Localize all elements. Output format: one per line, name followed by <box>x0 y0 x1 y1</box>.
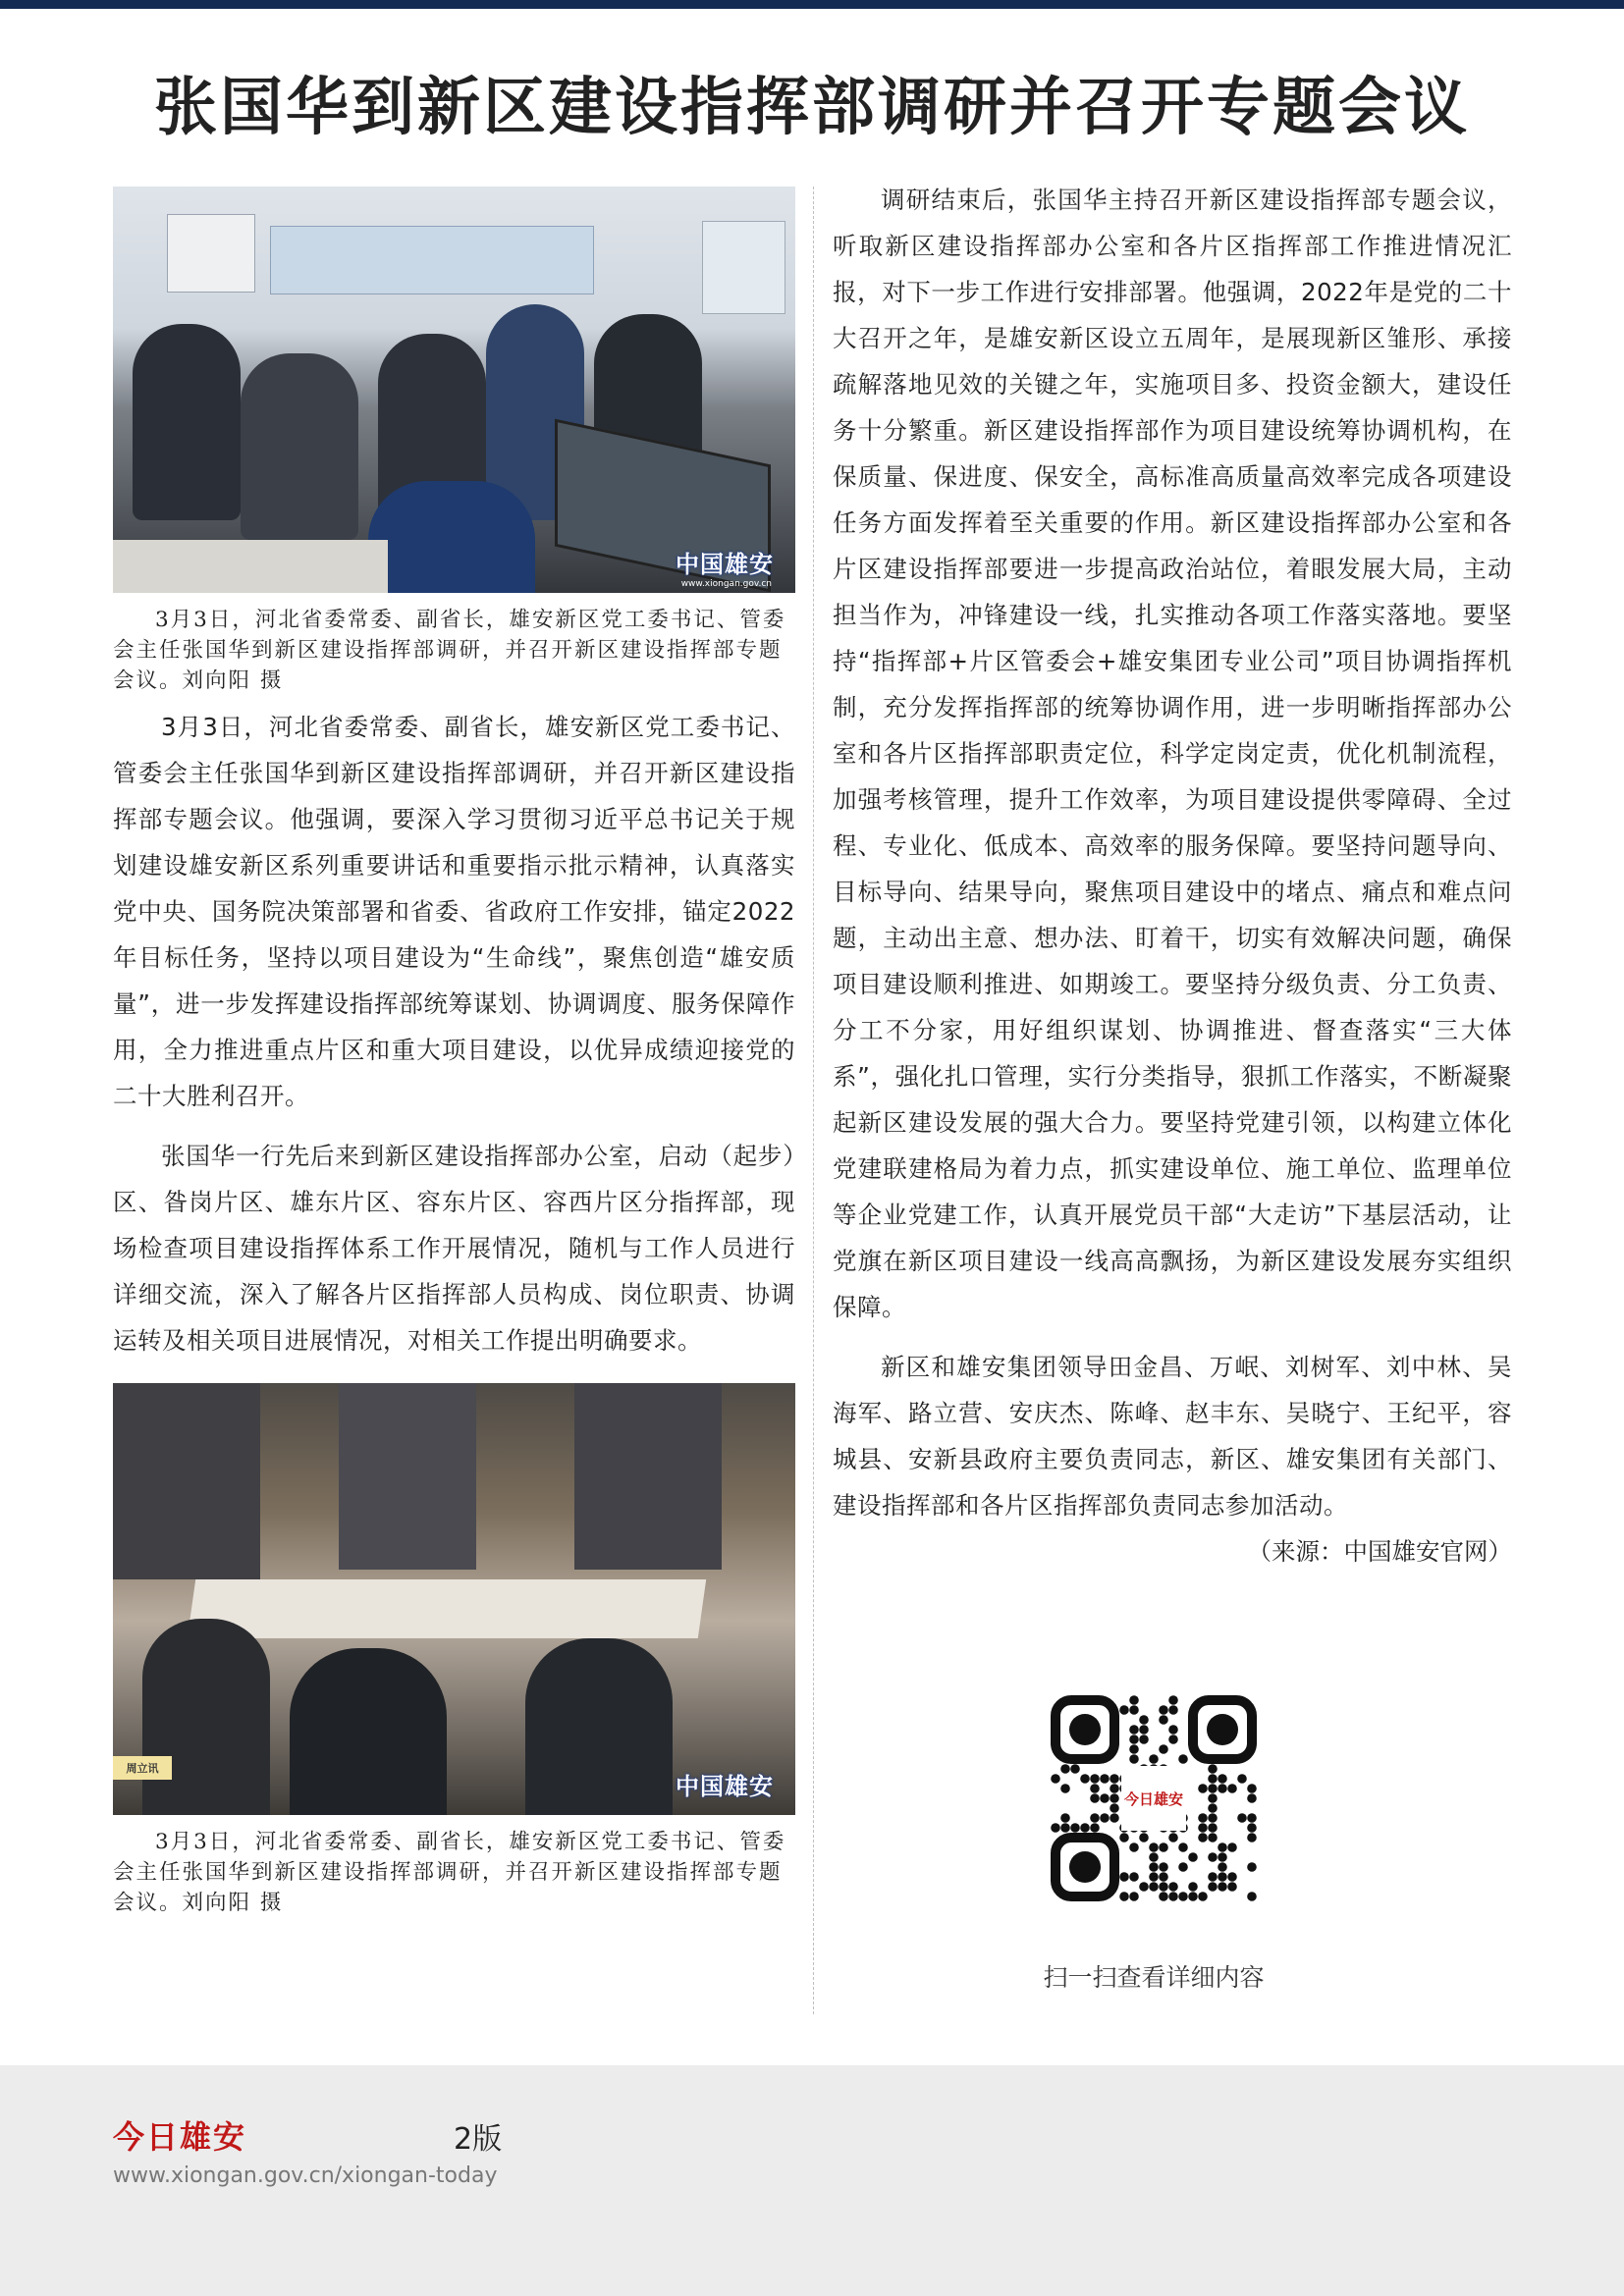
photo2-caption: 3月3日，河北省委常委、副省长，雄安新区党工委书记、管委会主任张国华到新区建设指挥部调研，并召开新区建设指挥部专题会议。刘向阳 摄 <box>113 1830 786 1915</box>
right-column <box>833 177 1512 1575</box>
footer-url-link[interactable]: www.xiongan.gov.cn/xiongan-today <box>113 2163 498 2188</box>
footer-logo: 今日雄安 <box>113 2118 247 2156</box>
qr-center-logo: 今日雄安 <box>1121 1766 1186 1831</box>
right-paragraph-1: 调研结束后，张国华主持召开新区建设指挥部专题会议，听取新区建设指挥部办公室和各片区指挥部工作推进情况汇报，对下一步工作进行安排部署。他强调，2022年是党的二十大召开之年，是雄安新区设立五周年，是展现新区雏形、承接疏解落地见效的关键之年，实施项目多、投资金额大，建设任务十分繁重。新区建设指挥部作为项目建设统筹协调机构，在保质量、保进度、保安全，高标准高质量高效率完成各项建设任务方面发挥着至关重要的作用。新区建设指挥部办公室和各片区建设指挥部要进一步提高政治站位，着眼发展大局，主动担当作为，冲锋建设一线，扎实推动各项工作落实落地。要坚持“指挥部+片区管委会+雄安集团专业公司”项目协调指挥机制，充分发挥指挥部的统筹协调作用，进一步明晰指挥部办公室和各片区指挥部职责定位，科学定岗定责，优化机制流程，加强考核管理，提升工作效率，为项目建设提供零障碍、全过程、专业化、低成本、高效率的服务保障。要坚持问题导向、目标导向、结果导向，聚焦项目建设中的堵点、痛点和难点问题，主动出主意、想办法、盯着干，切实有效解决问题，确保项目建设顺利推进、如期竣工。要坚持分级负责、分工负责、分工不分家，用好组织谋划、协调推进、督查落实“三大体系”，强化扎口管理，实行分类指导，狠抓工作落实，不断凝聚起新区建设发展的强大合力。要坚持党建引领，以构建立体化党建联建格局为着力点，抓实建设单位、施工单位、监理单位等企业党建工作，认真开展党员干部“大走访”下基层活动，让党旗在新区项目建设一线高高飘扬，为新区建设发展夯实组织保障。 <box>833 186 1512 1321</box>
photo1-caption: 3月3日，河北省委常委、副省长，雄安新区党工委书记、管委会主任张国华到新区建设指挥部调研，并召开新区建设指挥部专题会议。刘向阳 摄 <box>113 608 786 693</box>
right-paragraph-2: 新区和雄安集团领导田金昌、万岷、刘树军、刘中林、吴海军、路立营、安庆杰、陈峰、赵丰东、吴晓宁、王纪平，容城县、安新县政府主要负责同志，新区、雄安集团有关部门、建设指挥部和各片区指挥部负责同志参加活动。 <box>833 1353 1512 1520</box>
photo1-watermark: 中国雄安 <box>676 551 774 578</box>
article-source: （来源：中国雄安官网） <box>1247 1537 1512 1566</box>
left-paragraph-1: 3月3日，河北省委常委、副省长，雄安新区党工委书记、管委会主任张国华到新区建设指挥部调研，并召开新区建设指挥部专题会议。他强调，要深入学习贯彻习近平总书记关于规划建设雄安新区系列重要讲话和重要指示批示精神，认真落实党中央、国务院决策部署和省委、省政府工作安排，锚定2022年目标任务，坚持以项目建设为“生命线”，聚焦创造“雄安质量”，进一步发挥建设指挥部统筹谋划、协调调度、服务保障作用，全力推进重点片区和重大项目建设，以优异成绩迎接党的二十大胜利召开。 <box>113 713 795 1110</box>
photo-office-inspection <box>113 187 795 593</box>
photo1-watermark-url: www.xiongan.gov.cn <box>680 579 772 589</box>
footer <box>0 2065 1624 2296</box>
qr-caption: 扫一扫查看详细内容 <box>1043 1963 1265 1992</box>
photo2-watermark: 中国雄安 <box>676 1773 774 1800</box>
column-divider <box>813 187 814 2014</box>
photo-meeting-room <box>113 1383 795 1815</box>
qr-code[interactable] <box>1051 1695 1257 1901</box>
top-bar <box>0 0 1624 9</box>
left-paragraph-2: 张国华一行先后来到新区建设指挥部办公室，启动（起步）区、昝岗片区、雄东片区、容东片区、容西片区分指挥部，现场检查项目建设指挥体系工作开展情况，随机与工作人员进行详细交流，深入了解各片区指挥部人员构成、岗位职责、协调运转及相关项目进展情况，对相关工作提出明确要求。 <box>113 1142 795 1355</box>
nameplate: 周立讯 <box>113 1756 172 1780</box>
left-column <box>113 187 795 1918</box>
article-title: 张国华到新区建设指挥部调研并召开专题会议 <box>154 72 1470 144</box>
page-number: 2版 <box>454 2122 503 2157</box>
